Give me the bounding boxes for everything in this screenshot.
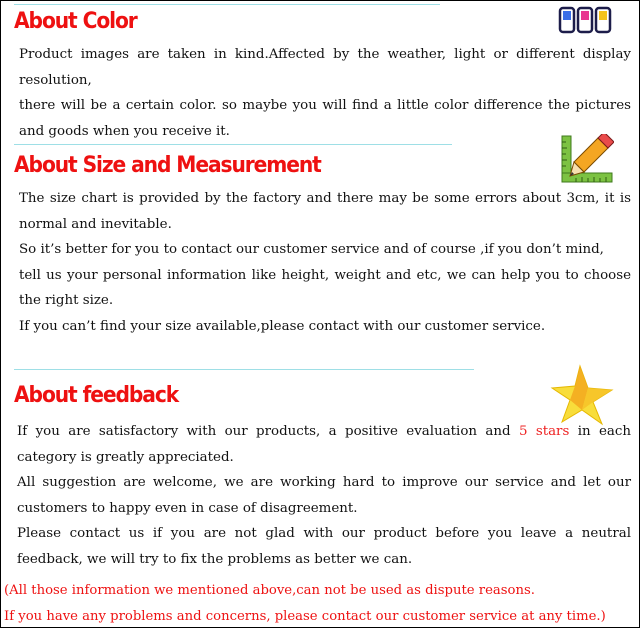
size-paragraph: So it’s better for you to contact our customer service and of course ,if you don’t mind, bbox=[19, 242, 604, 257]
feedback-paragraph: All suggestion are welcome, we are working hard to improve our service and let our customers to happy even in case of disagreement. bbox=[17, 475, 631, 516]
feedback-body bbox=[17, 419, 631, 572]
size-paragraph: tell us your personal information like height, weight and etc, we can help you to choose the right size. bbox=[19, 267, 631, 308]
feedback-paragraph: Please contact us if you are not glad with our product before you leave a neutral feedback, we will try to fix the problems as better we can. bbox=[17, 526, 631, 567]
feedback-text: If you are satisfactory with our products, a positive evaluation and bbox=[17, 424, 519, 439]
star-icon bbox=[548, 364, 618, 426]
feedback-heading: About feedback bbox=[14, 383, 179, 408]
color-swatches-icon bbox=[558, 4, 614, 36]
size-divider bbox=[14, 144, 452, 145]
feedback-text: in each category is greatly appreciated. bbox=[17, 424, 632, 465]
ruler-pencil-icon bbox=[560, 134, 614, 184]
top-divider bbox=[14, 4, 440, 5]
five-stars-highlight: 5 stars bbox=[518, 424, 570, 439]
color-heading: About Color bbox=[14, 9, 137, 34]
size-paragraph: The size chart is provided by the factory and there may be some errors about 3cm, it is normal and inevitable. bbox=[19, 191, 631, 232]
feedback-paragraph bbox=[17, 419, 631, 470]
dispute-notice: (All those information we mentioned above,can not be used as dispute reasons. bbox=[4, 583, 535, 598]
color-paragraph: Product images are taken in kind.Affected by the weather, light or different display resolution, bbox=[19, 47, 631, 88]
size-heading: About Size and Measurement bbox=[14, 153, 321, 178]
color-paragraph: there will be a certain color. so maybe you will find a little color difference the pictures and goods when you receive it. bbox=[19, 98, 631, 139]
contact-notice: If you have any problems and concerns, please contact our customer service at any time.) bbox=[4, 609, 606, 624]
size-body bbox=[19, 186, 631, 339]
feedback-divider bbox=[14, 369, 474, 370]
color-body bbox=[19, 42, 631, 144]
size-paragraph: If you can’t find your size available,please contact with our customer service. bbox=[19, 318, 546, 334]
